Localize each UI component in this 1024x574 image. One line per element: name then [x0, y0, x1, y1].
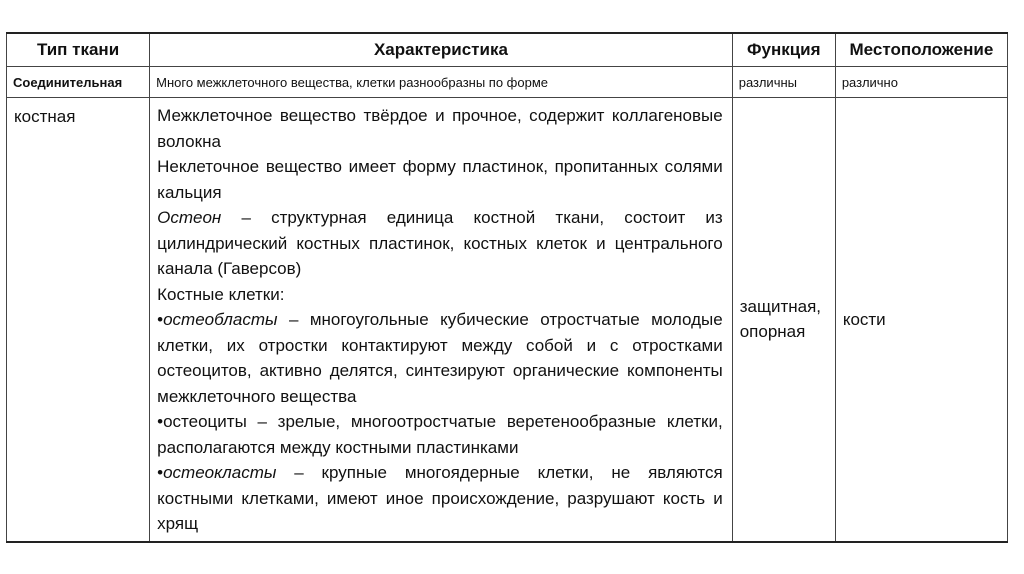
paragraph-intercellular: Межклеточное вещество твёрдое и прочное, содержит коллагеновые волокна — [157, 106, 723, 151]
paragraph-noncellular: Неклеточное вещество имеет форму пластинок, пропитанных солями кальция — [157, 157, 723, 202]
bullet-icon: • — [157, 310, 164, 329]
cells-heading: Костные клетки: — [157, 284, 285, 304]
list-item-osteocytes — [157, 409, 723, 460]
cell-type: костная — [7, 98, 150, 542]
header-function: Функция — [732, 33, 835, 67]
cell-location: различно — [835, 67, 1007, 98]
osteoblasts-description: – многоугольные кубические отростчатые молодые клетки, их отростки контактируют между собой и с отростками остеоцитов, активно делятся, синтезируют органические компоненты межклеточного вещества — [157, 310, 723, 406]
function-line-2: опорная — [739, 322, 806, 342]
header-characteristic: Характеристика — [150, 33, 733, 67]
bullet-icon: • — [157, 463, 164, 482]
tissue-table — [6, 32, 1008, 543]
osteocytes-description: остеоциты – зрелые, многоотростчатые веретенообразные клетки, располагаются между костными пластинками — [157, 412, 723, 457]
bullet-icon: • — [157, 412, 164, 431]
cell-characteristic — [150, 98, 733, 542]
term-osteoblasts: остеобласты — [163, 310, 278, 329]
list-item-osteoblasts — [157, 307, 723, 409]
header-row — [7, 33, 1008, 67]
header-type: Тип ткани — [7, 33, 150, 67]
header-location: Местоположение — [835, 33, 1007, 67]
function-line-1: защитная, — [739, 296, 822, 316]
osteon-description: – структурная единица костной ткани, состоит из цилиндрический костных пластинок, костных клеток и центрального канала (Гаверсов) — [157, 208, 723, 278]
osteoclasts-description: – крупные многоядерные клетки, не являются костными клетками, имеют иное происхождение, разрушают кость и хрящ — [157, 463, 723, 533]
table-row — [7, 98, 1008, 542]
cell-function — [732, 98, 835, 542]
list-item-osteoclasts — [157, 460, 723, 537]
cell-characteristic: Много межклеточного вещества, клетки разнообразны по форме — [150, 67, 733, 98]
paragraph-osteon — [157, 205, 723, 282]
cell-function: различны — [732, 67, 835, 98]
cell-location: кости — [835, 98, 1007, 542]
term-osteon: Остеон — [157, 208, 222, 227]
cell-type: Соединительная — [7, 67, 150, 98]
table-row — [7, 67, 1008, 98]
term-osteoclasts: остеокласты — [163, 463, 277, 482]
